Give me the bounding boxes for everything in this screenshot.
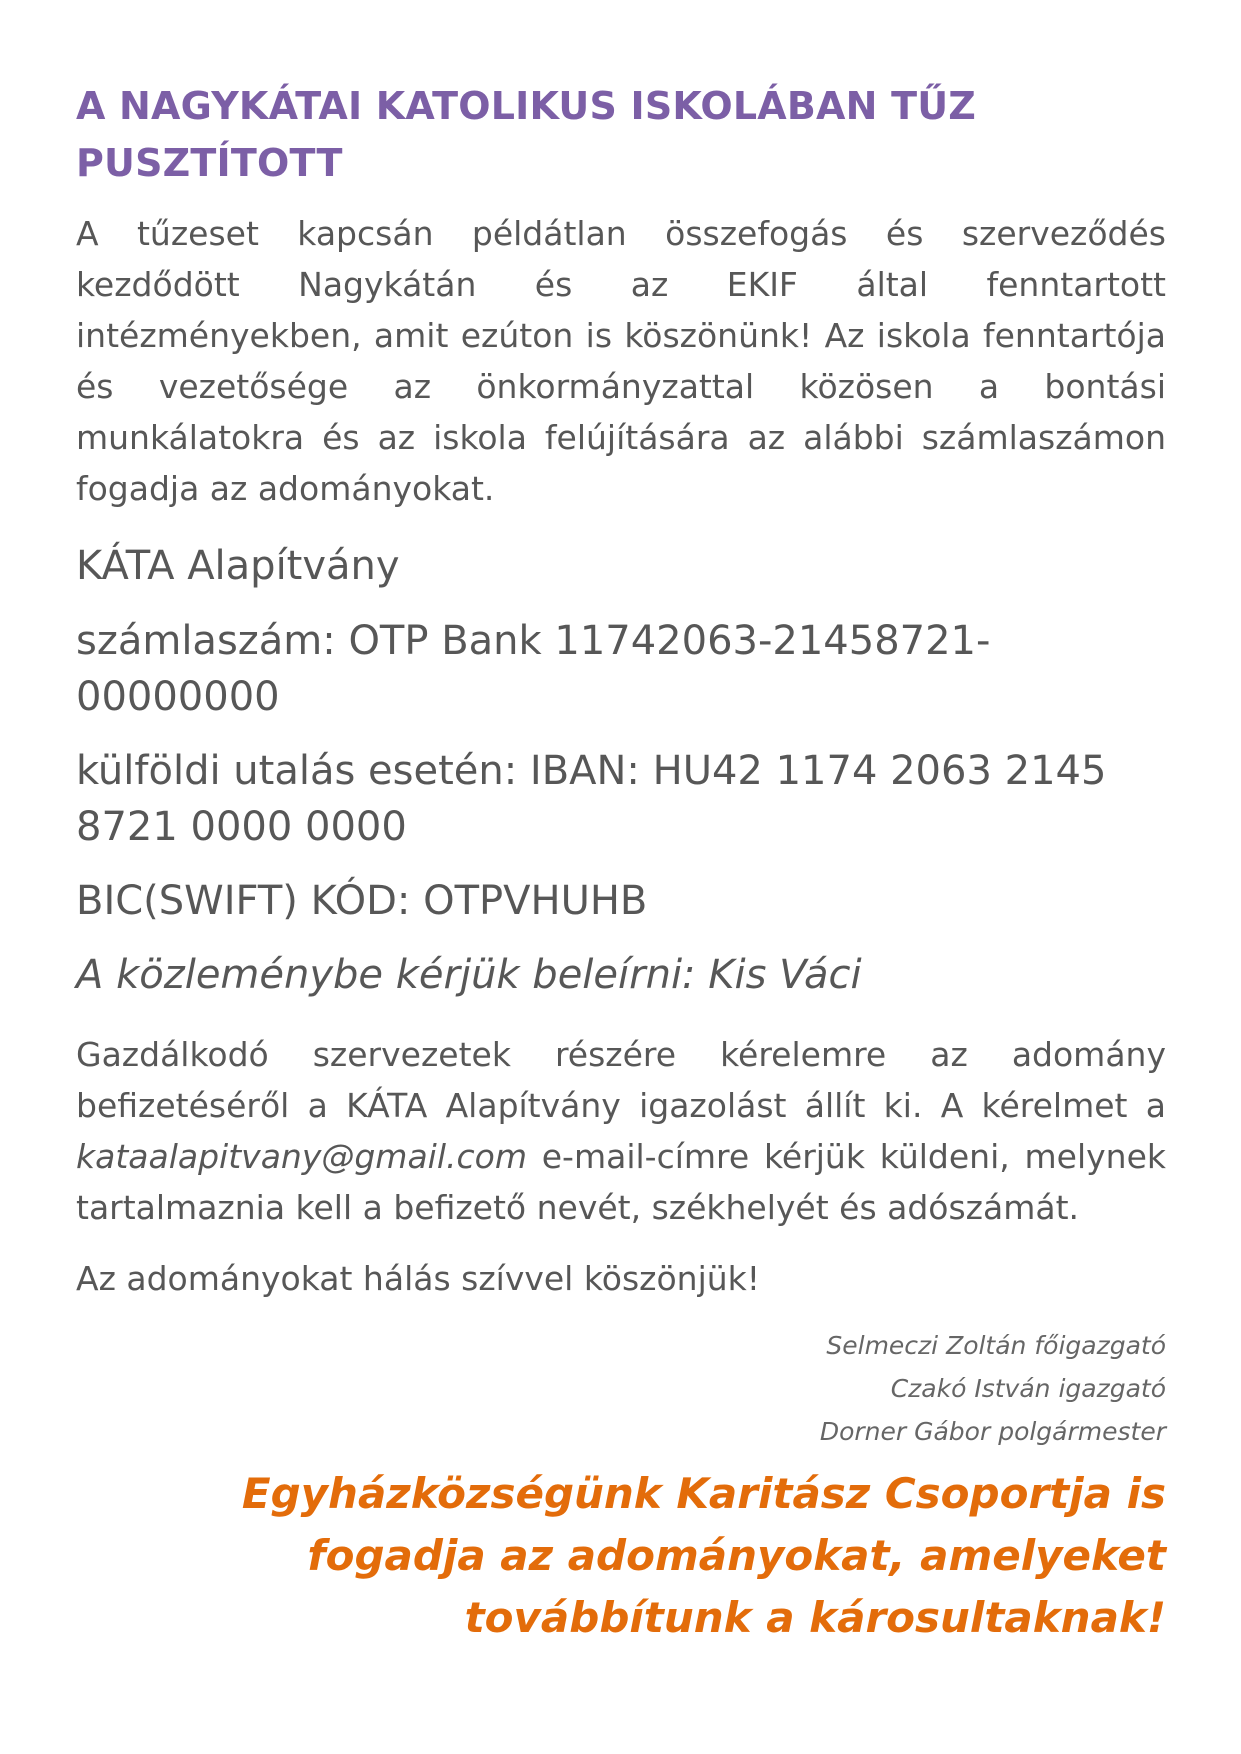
bic-swift-code: BIC(SWIFT) KÓD: OTPVHUHB	[76, 878, 648, 924]
signature-mayor: Dorner Gábor polgármester	[819, 1417, 1166, 1446]
email-address: kataalapitvany@gmail.com	[76, 1137, 527, 1176]
signature-principal: Selmeczi Zoltán főigazgató	[826, 1331, 1166, 1360]
payment-reference-note: A közleménybe kérjük beleírni: Kis Váci	[76, 952, 862, 998]
foundation-name: KÁTA Alapítvány	[76, 543, 400, 589]
entities-text-after: e-mail-címre kérjük küldeni, melynek tartalmaznia kell a befizető nevét, székhelyét és adószámát.	[76, 1137, 1166, 1227]
thanks-line: Az adományokat hálás szívvel köszönjük!	[76, 1259, 761, 1298]
article-title: A NAGYKÁTAI KATOLIKUS ISKOLÁBAN TŰZ PUSZTÍTOTT	[76, 84, 976, 185]
bank-account-number: számlaszám: OTP Bank 11742063-21458721-00000000	[76, 618, 991, 720]
signature-director: Czakó István igazgató	[890, 1374, 1166, 1403]
business-certificate-paragraph	[76, 1029, 1166, 1233]
document-page	[76, 78, 1166, 1649]
signature-block	[76, 1324, 1166, 1453]
intro-paragraph: A tűzeset kapcsán példátlan összefogás és szerveződés kezdődött Nagykátán és az EKIF által fenntartott intézményekben, amit ezúton is köszönünk! Az iskola fenntartója és vezetősége az önkormányzattal közösen a bontási munkálatokra és az iskola felújítására az alábbi számlaszámon fogadja az adományokat.	[76, 214, 1166, 508]
iban-number: külföldi utalás esetén: IBAN: HU42 1174 2063 2145 8721 0000 0000	[76, 748, 1107, 850]
entities-text-before: Gazdálkodó szervezetek részére kérelemre az adomány befizetéséről a KÁTA Alapítvány igazolást állít ki. A kérelmet a	[76, 1035, 1166, 1125]
charity-announcement: Egyházközségünk Karitász Csoportja is fogadja az adományokat, amelyeket továbbítunk a károsultaknak!	[241, 1469, 1166, 1642]
